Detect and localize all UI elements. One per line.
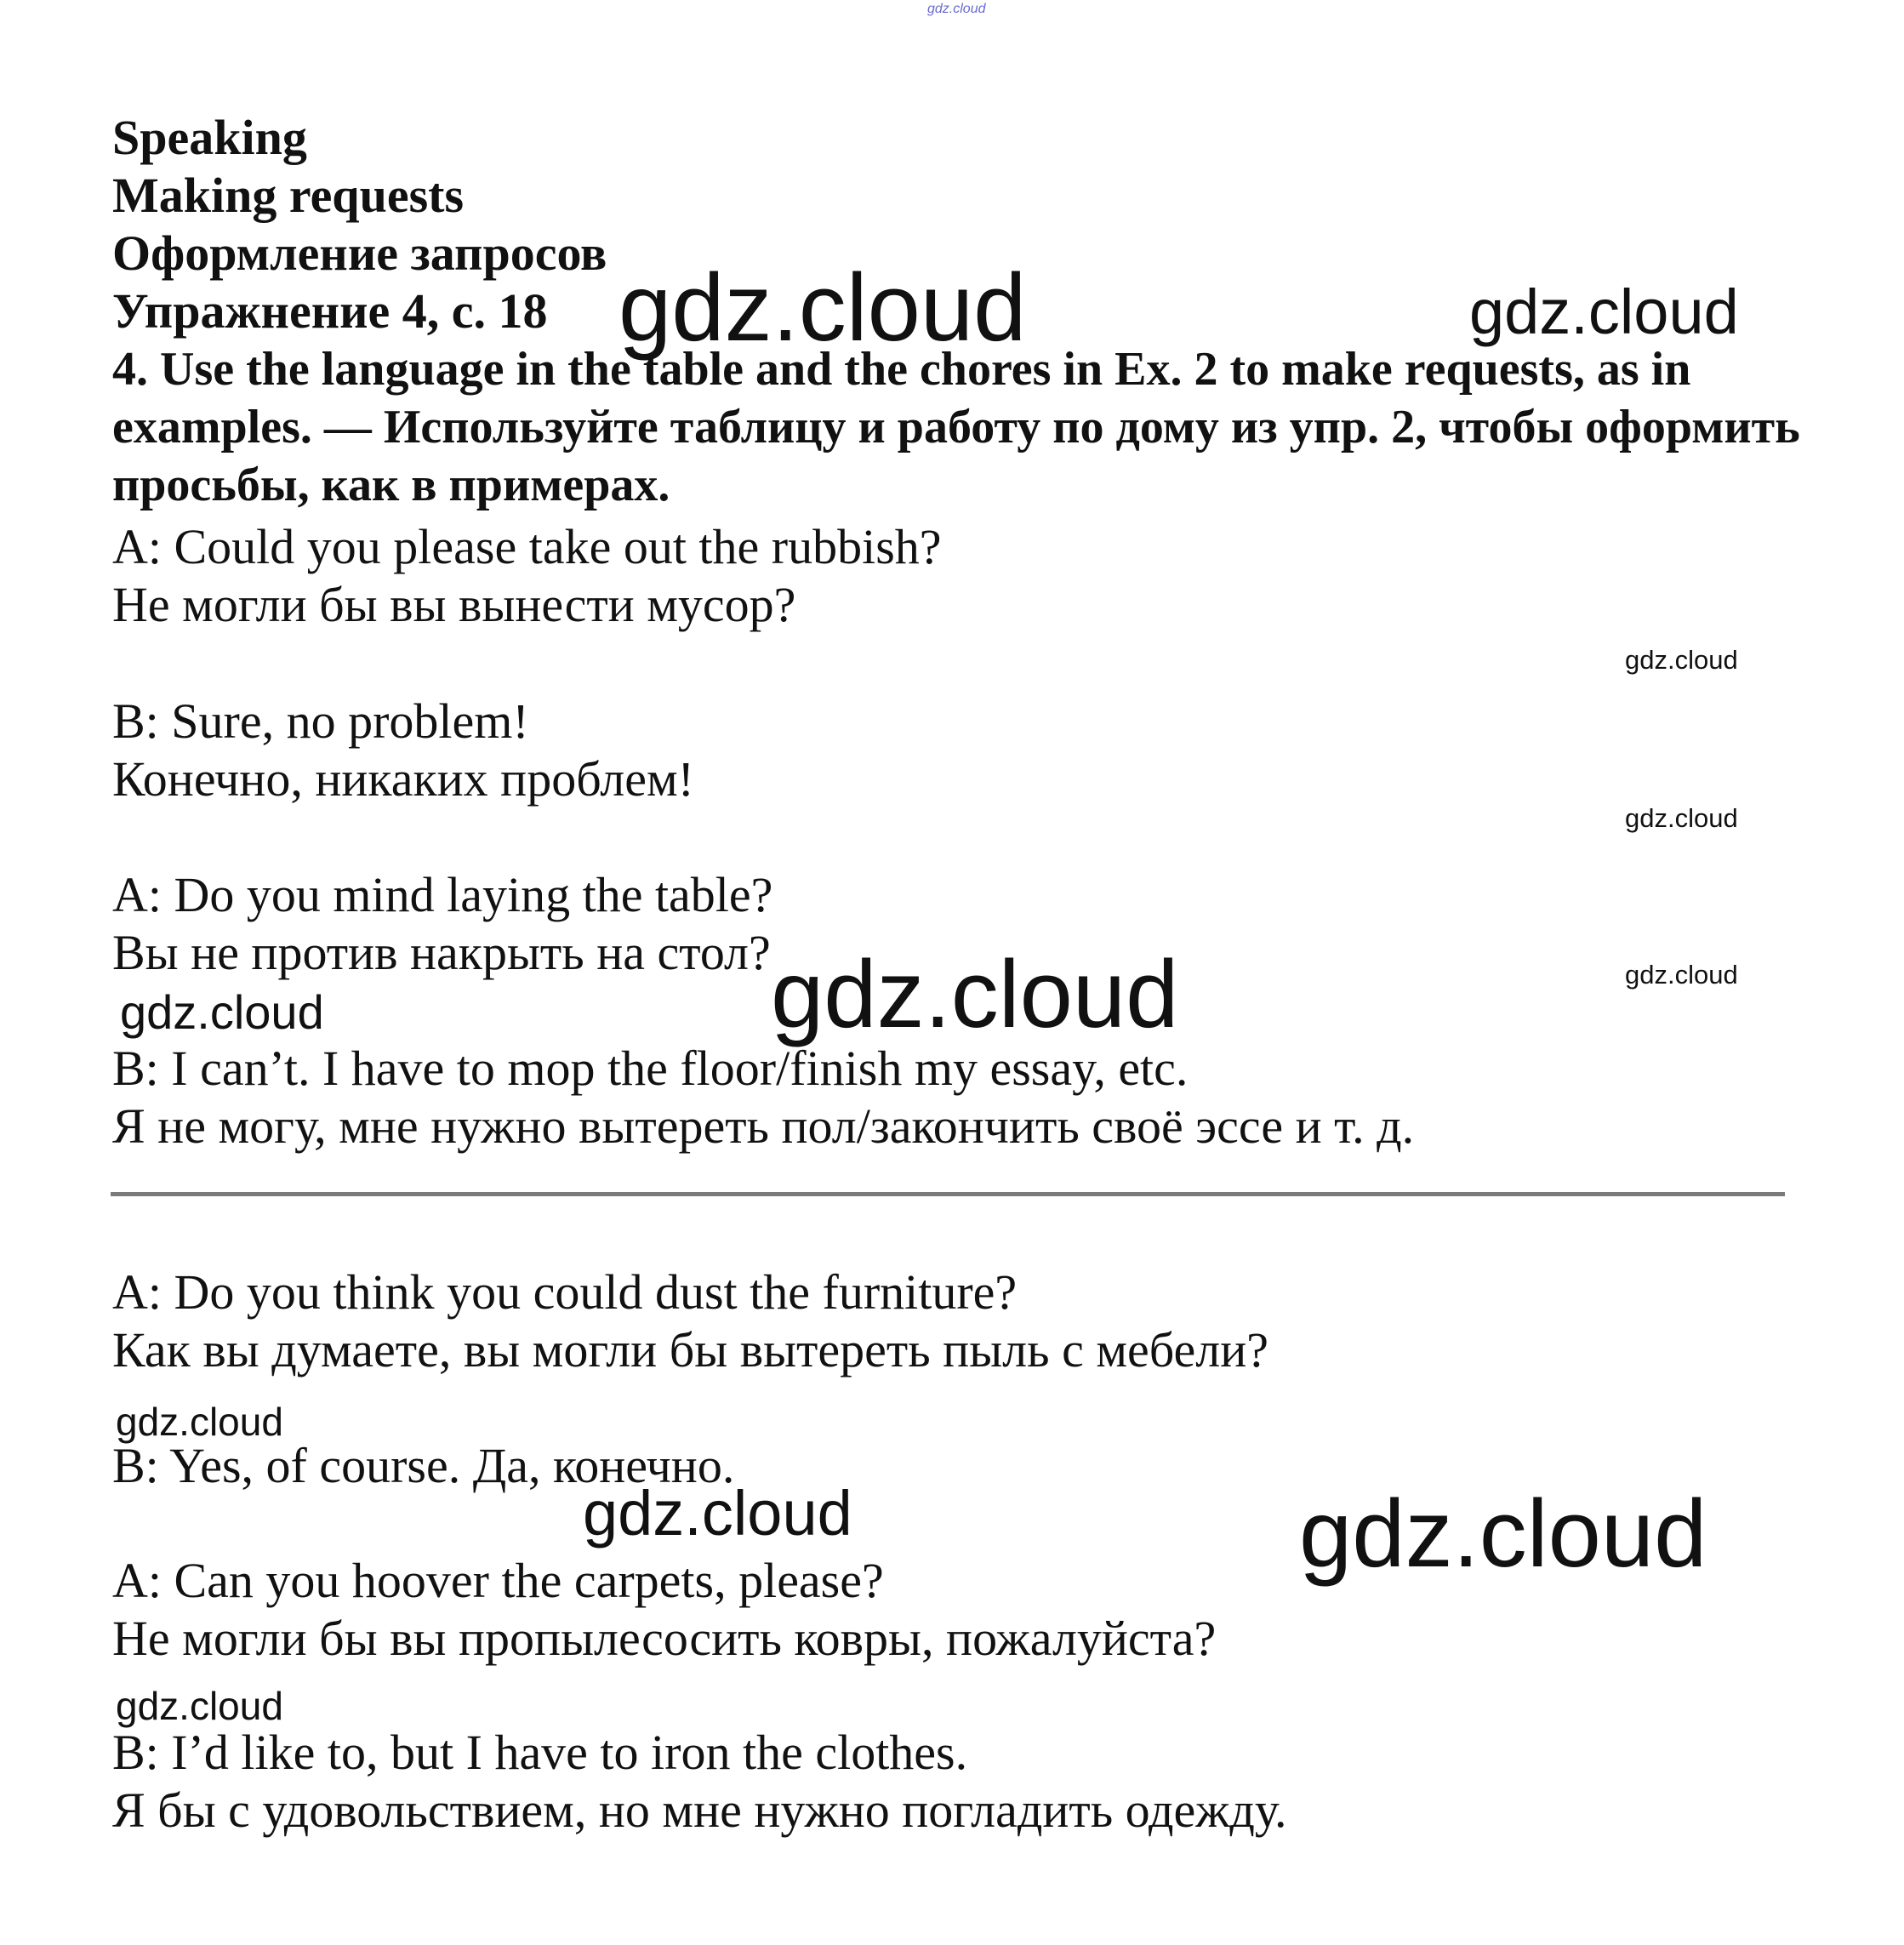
dialogue-4-b-en: B: I’d like to, but I have to iron the clothes. <box>112 1725 968 1780</box>
header-watermark: gdz.cloud <box>927 2 986 16</box>
watermark-logo: gdz.cloud <box>1625 960 1738 990</box>
topic-title: Making requests <box>112 168 465 223</box>
dialogue-4-b-ru: Я бы с удовольствием, но мне нужно погладить одежду. <box>112 1782 1287 1838</box>
section-divider <box>111 1192 1785 1196</box>
watermark-logo: gdz.cloud <box>1625 645 1738 675</box>
watermark-logo: gdz.cloud <box>1469 277 1739 347</box>
dialogue-2-b-en: B: I can’t. I have to mop the floor/finish my essay, etc. <box>112 1041 1189 1096</box>
dialogue-2-a-ru: Вы не против накрыть на стол? <box>112 925 771 980</box>
watermark-logo: gdz.cloud <box>1625 803 1738 833</box>
watermark-logo: gdz.cloud <box>583 1478 852 1549</box>
dialogue-3-a-ru: Как вы думаете, вы могли бы вытереть пыль с мебели? <box>112 1322 1268 1377</box>
dialogue-1-b-en: B: Sure, no problem! <box>112 693 529 749</box>
dialogue-4-a-ru: Не могли бы вы пропылесосить ковры, пожалуйста? <box>112 1611 1217 1666</box>
topic-title-ru: Оформление запросов <box>112 225 607 281</box>
dialogue-1-a-ru: Не могли бы вы вынести мусор? <box>112 577 796 632</box>
exercise-instruction: 4. Use the language in the table and the chores in Ex. 2 to make requests, as in examples. — Используйте таблицу и работу по дому из упр. 2, чтобы оформить просьбы, как в примерах. <box>112 343 1800 511</box>
dialogue-2-a-en: A: Do you mind laying the table? <box>112 867 773 922</box>
dialogue-1-b-ru: Конечно, никаких проблем! <box>112 751 694 807</box>
dialogue-1-a-en: A: Could you please take out the rubbish? <box>112 519 942 574</box>
dialogue-2-b-ru: Я не могу, мне нужно вытереть пол/закончить своё эссе и т. д. <box>112 1098 1415 1154</box>
exercise-title: Упражнение 4, с. 18 <box>112 283 548 339</box>
watermark-logo: gdz.cloud <box>1299 1480 1707 1587</box>
watermark-logo: gdz.cloud <box>771 941 1179 1047</box>
watermark-logo: gdz.cloud <box>116 1400 283 1444</box>
dialogue-4-a-en: A: Can you hoover the carpets, please? <box>112 1553 884 1608</box>
watermark-logo: gdz.cloud <box>116 1684 283 1728</box>
section-title: Speaking <box>112 110 307 165</box>
watermark-logo: gdz.cloud <box>619 254 1027 361</box>
dialogue-3-a-en: A: Do you think you could dust the furniture? <box>112 1264 1018 1320</box>
dialogue-3-b-en: B: Yes, of course. Да, конечно. <box>112 1438 735 1493</box>
watermark-logo: gdz.cloud <box>120 985 324 1039</box>
